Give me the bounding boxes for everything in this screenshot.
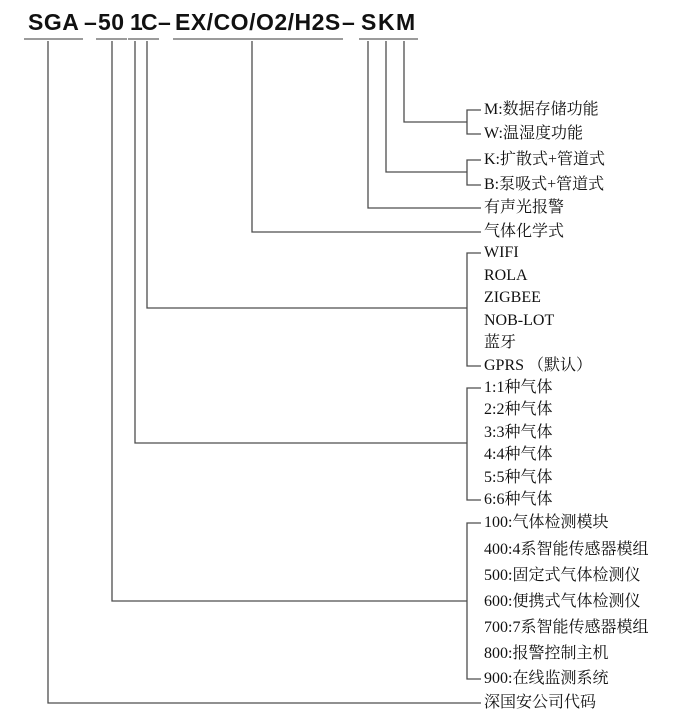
label-chemical: 气体化学式 <box>484 223 565 240</box>
label-series-900: 900:在线监测系统 <box>484 670 609 687</box>
connector-storage-bracket <box>467 110 481 134</box>
label-gas-count-5: 5:5种气体 <box>484 469 553 486</box>
connector-alarm-line <box>368 41 481 208</box>
connector-gas-count-feeder <box>135 41 467 443</box>
title-segment-comm: C <box>140 8 159 40</box>
label-comm-noblot: NOB-LOT <box>484 312 555 329</box>
label-series-100: 100:气体检测模块 <box>484 514 609 531</box>
label-comm-gprs: GPRS （默认） <box>484 357 593 374</box>
label-comm-wifi: WIFI <box>484 244 519 261</box>
label-gas-count-4: 4:4种气体 <box>484 446 553 463</box>
label-storage-m: M:数据存储功能 <box>484 101 599 118</box>
connector-series-feeder <box>112 41 467 601</box>
title-segment-sampling: K <box>377 8 396 40</box>
connector-sampling-bracket <box>467 160 481 185</box>
title-segment-gas-list: EX/CO/O2/H2S <box>173 8 343 40</box>
connector-comm-bracket <box>467 253 481 366</box>
label-gas-count-3: 3:3种气体 <box>484 424 553 441</box>
connector-company-line <box>48 41 481 703</box>
title-dash-2: – <box>158 9 172 35</box>
title-segment-series: 50 <box>96 8 127 40</box>
label-gas-count-6: 6:6种气体 <box>484 491 553 508</box>
label-gas-count-1: 1:1种气体 <box>484 379 553 396</box>
label-series-700: 700:7系智能传感器模组 <box>484 619 649 636</box>
connector-series-bracket <box>467 523 481 679</box>
title-segment-company: SGA <box>24 8 83 40</box>
label-gas-count-2: 2:2种气体 <box>484 401 553 418</box>
connector-gas-count-bracket <box>467 388 481 500</box>
label-storage-w: W:温湿度功能 <box>484 125 583 142</box>
label-company-code: 深国安公司代码 <box>484 694 597 711</box>
label-comm-zigbee: ZIGBEE <box>484 289 541 306</box>
label-series-600: 600:便携式气体检测仪 <box>484 593 641 610</box>
label-comm-rola: ROLA <box>484 267 528 284</box>
label-series-800: 800:报警控制主机 <box>484 645 609 662</box>
label-sampling-b: B:泵吸式+管道式 <box>484 176 605 193</box>
label-series-400: 400:4系智能传感器模组 <box>484 541 649 558</box>
title-dash-1: – <box>84 9 98 35</box>
label-alarm: 有声光报警 <box>484 199 565 216</box>
title-segment-alarm: S <box>359 8 379 40</box>
title-dash-3: – <box>342 9 356 35</box>
title-segment-gas-count: 1 <box>128 8 145 40</box>
connector-comm-feeder <box>147 41 467 308</box>
title-segment-storage: M <box>394 8 418 40</box>
connector-storage-feeder <box>404 41 467 122</box>
label-series-500: 500:固定式气体检测仪 <box>484 567 641 584</box>
connector-chemical-line <box>252 41 481 232</box>
connector-sampling-feeder <box>386 41 467 172</box>
label-sampling-k: K:扩散式+管道式 <box>484 151 606 168</box>
label-comm-bluetooth: 蓝牙 <box>484 334 517 351</box>
